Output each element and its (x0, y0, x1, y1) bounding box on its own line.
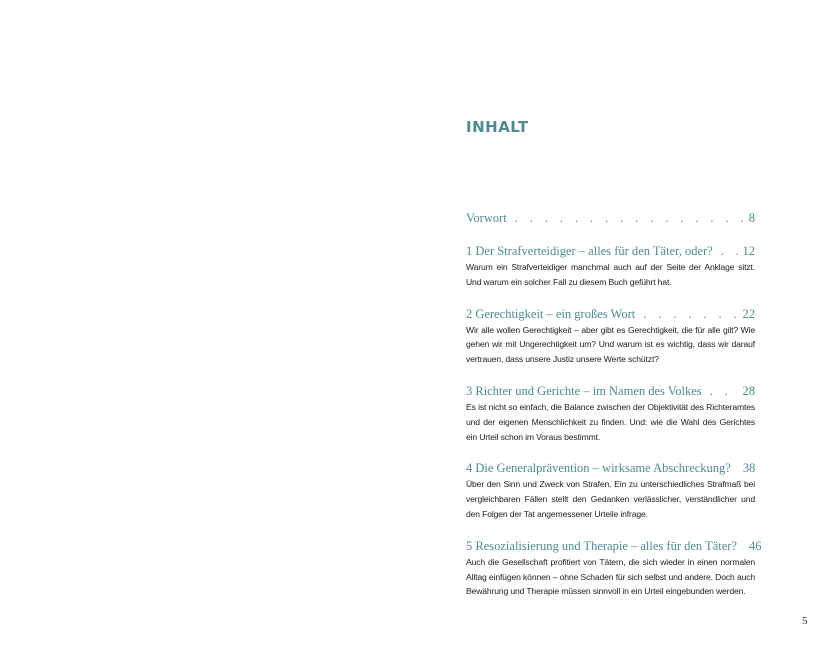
dot-leader (507, 209, 745, 227)
toc-entry-vorwort (466, 209, 755, 227)
toc-entry-title: 2 Gerechtigkeit – ein großes Wort (466, 306, 636, 321)
toc-entry-chapter-1 (466, 242, 755, 290)
toc-entry-description: Über den Sinn und Zweck von Strafen. Ein zu unterschiedliches Strafmaß bei vergleichbaren Fällen stellt den Gedanken verlässlicher, verständlicher und den Folgen der Tat angemessener Urteile infrage. (466, 479, 755, 519)
toc-entry-heading[interactable] (466, 382, 755, 400)
toc-entry-title: 4 Die Generalprävention – wirksame Abschreckung? (466, 461, 731, 476)
toc-entry-heading[interactable] (466, 242, 755, 260)
toc-entry-description: Auch die Gesellschaft profitiert von Tätern, die sich wieder in einen normalen Alltag einfügen können – ohne Schaden für sich selbst und andere. Doch auch Bewährung und Therapie müssen sinnvoll in ein Urteil eingebunden werden. (466, 556, 755, 597)
toc-entry-heading[interactable] (466, 305, 755, 323)
toc-entry-description: Warum ein Strafverteidiger manchmal auch auf der Seite der Anklage sitzt. Und warum ein solcher Fall zu diesem Buch geführt hat. (466, 262, 755, 287)
dot-leader (737, 537, 745, 555)
toc-entry-page: 46 (748, 538, 762, 553)
dot-leader (635, 305, 738, 323)
toc-entry-chapter-3 (466, 382, 755, 444)
toc-entry-page: 22 (742, 306, 755, 321)
toc-entry-title: 5 Resozialisierung und Therapie – alles für den Täter? (466, 538, 737, 553)
toc-entry-chapter-4 (466, 459, 755, 521)
toc-entry-heading[interactable] (466, 537, 762, 555)
toc-entry-page: 8 (748, 211, 755, 225)
toc-title: INHALT (466, 118, 529, 136)
toc-entry-chapter-5 (466, 537, 762, 599)
toc-entry-description: Es ist nicht so einfach, die Balance zwischen der Objektivität des Richteramtes und der eigenen Menschlichkeit zu finden. Und: wie die Wahl des Gerichtes ein Urteil schon im Voraus bestimmt. (466, 401, 755, 442)
toc-entry-title: Vorwort (466, 211, 507, 225)
dot-leader (713, 242, 739, 260)
toc-entry-title: 3 Richter und Gerichte – im Namen des Volkes (466, 383, 702, 398)
toc-entry-description: Wir alle wollen Gerechtigkeit – aber gibt es Gerechtigkeit, die für alle gilt? Wie gehen wir mit Ungerechtigkeit um? Und warum ist es wichtig, dass wir darauf vertrauen, dass unsere Justiz unsere Werte schützt? (466, 324, 755, 365)
toc-entry-title: 1 Der Strafverteidiger – alles für den Täter, oder? (466, 244, 713, 258)
toc-entry-heading[interactable] (466, 209, 755, 227)
toc-entry-page: 28 (742, 383, 755, 398)
dot-leader (731, 459, 739, 477)
toc-entry-page: 38 (742, 461, 756, 476)
toc-entry-chapter-2 (466, 305, 755, 367)
table-of-contents (466, 209, 762, 599)
toc-entry-page: 12 (742, 244, 755, 258)
page-number: 5 (802, 615, 808, 627)
toc-entry-heading[interactable] (466, 459, 755, 477)
dot-leader (702, 382, 739, 400)
